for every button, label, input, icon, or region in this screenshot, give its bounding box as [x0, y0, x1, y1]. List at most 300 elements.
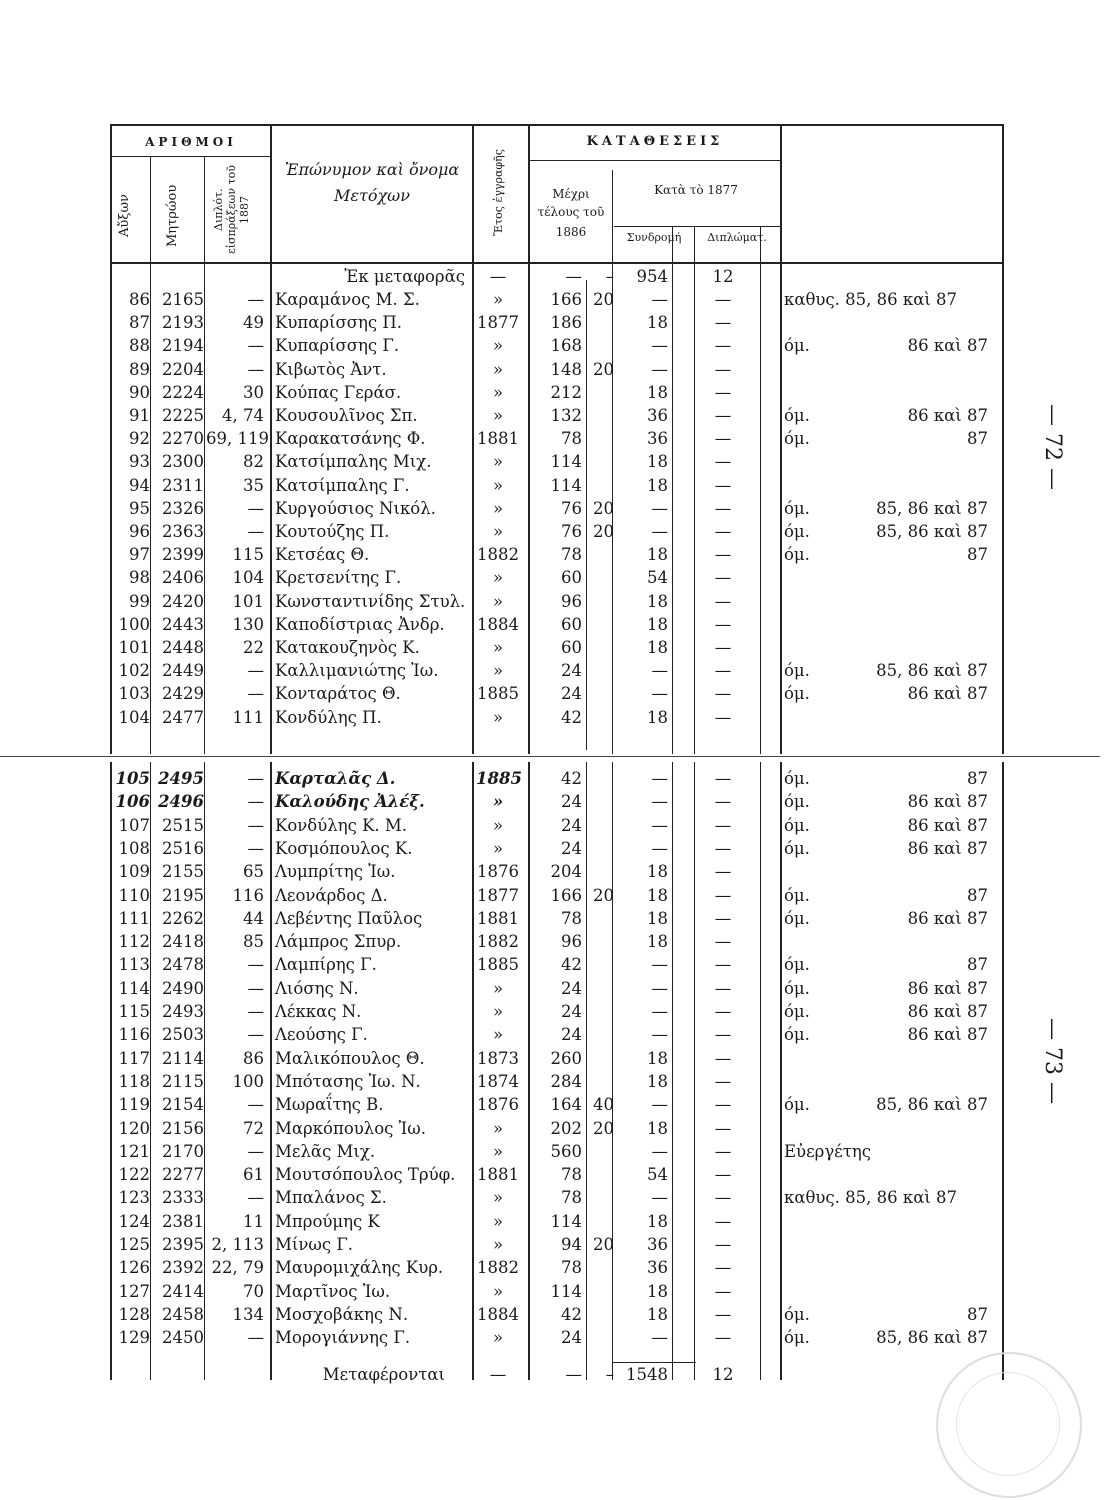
header-mexri-3: 1886 — [555, 225, 587, 239]
cell-sub: 18 — [647, 638, 668, 657]
cell-idx: 125 — [118, 1235, 150, 1254]
cell-dep: 78 — [561, 908, 582, 928]
cell-note: όμ. — [784, 336, 810, 356]
cell-name: Κατσίμπαλης Μιχ. — [275, 452, 432, 472]
cell-note: όμ. — [784, 1025, 810, 1045]
cell-year: » — [492, 792, 504, 812]
cell-dip: — — [247, 769, 264, 788]
cell-name: Κετσέας Θ. — [275, 545, 370, 565]
table-row — [0, 978, 1104, 1000]
cell-name: Καλλιμανιώτης Ἰω. — [275, 661, 439, 681]
cell-dip: 72 — [243, 1118, 264, 1138]
cell-note-years: 86 καὶ 87 — [907, 336, 988, 356]
cell-dip: — — [247, 1025, 264, 1045]
cell-dip: 111 — [232, 707, 264, 727]
cell-dip: 115 — [232, 545, 264, 565]
cell-dipl: — — [714, 1258, 732, 1278]
cell-reg: 2381 — [162, 1211, 204, 1231]
cell-frac: 20 — [593, 522, 614, 541]
cell-name: Μπρούμης Κ — [275, 1211, 380, 1231]
cell-note: όμ. — [784, 769, 810, 788]
table-row — [0, 660, 1104, 682]
cell-idx: 126 — [118, 1258, 150, 1278]
cell-year: » — [492, 1025, 504, 1045]
table-row — [0, 1327, 1104, 1349]
cell-dipl: — — [714, 707, 732, 727]
cell-name: Καραμάνος Μ. Σ. — [275, 290, 420, 309]
cell-sub: — — [651, 336, 668, 356]
cell-year: 1877 — [477, 885, 519, 905]
cell-note: όμ. — [784, 1002, 810, 1021]
cell-dep: 114 — [550, 452, 582, 472]
cell-dep: 24 — [561, 838, 582, 858]
cell-idx: 110 — [118, 885, 150, 905]
cell-idx: 86 — [129, 290, 150, 309]
cell-note-wrap — [784, 660, 988, 682]
cell-dip: 70 — [243, 1281, 264, 1301]
cell-sub: — — [651, 1025, 668, 1045]
cell-idx: 115 — [118, 1002, 150, 1021]
page-number-top: — 72 — — [1040, 404, 1065, 490]
cell-year: 1881 — [477, 1165, 519, 1185]
cell-note: όμ. — [784, 885, 810, 905]
cell-dipl: — — [714, 406, 732, 425]
cell-frac: 40 — [593, 1095, 614, 1115]
cell-dip: — — [247, 359, 264, 379]
table-row — [0, 544, 1104, 566]
cell-name: Λαμπίρης Γ. — [275, 955, 377, 975]
table-row — [0, 908, 1104, 930]
cell-dipl: — — [714, 885, 732, 905]
cell-note-wrap — [784, 838, 988, 860]
cell-dipl: — — [714, 838, 732, 858]
cell-sub: — — [651, 661, 668, 681]
cell-name: Μίνως Γ. — [275, 1235, 354, 1254]
carry-in-frac: – — [605, 267, 614, 286]
header-name-1: Ἐπώνυμον καὶ ὄνομα — [284, 160, 460, 179]
cell-dep: 132 — [550, 406, 582, 425]
cell-note-years: 86 καὶ 87 — [907, 1002, 988, 1021]
cell-dep: 204 — [550, 862, 582, 882]
cell-year: » — [492, 978, 504, 998]
table-row — [0, 683, 1104, 705]
cell-note-wrap — [784, 1141, 988, 1163]
table-row — [0, 614, 1104, 636]
cell-sub: — — [651, 290, 668, 309]
cell-note: όμ. — [784, 1095, 810, 1115]
cell-idx: 117 — [118, 1048, 150, 1068]
cell-note-years: 85, 86 καὶ 87 — [876, 498, 988, 518]
table-row — [0, 312, 1104, 334]
table-row — [0, 335, 1104, 357]
cell-note-years: 87 — [967, 1304, 988, 1324]
cell-year: 1876 — [477, 862, 519, 882]
cell-dip: — — [247, 838, 264, 858]
cell-name: Καρταλᾶς Δ. — [275, 769, 396, 788]
cell-frac: 20 — [593, 498, 614, 518]
table-row — [0, 1048, 1104, 1070]
cell-sub: — — [651, 955, 668, 975]
cell-name: Λέκκας Ν. — [275, 1002, 362, 1021]
table-row — [0, 1257, 1104, 1279]
carry-out-dep: — — [565, 1365, 582, 1384]
cell-note: όμ. — [784, 498, 810, 518]
cell-dip: — — [247, 1188, 264, 1208]
cell-dep: 96 — [561, 591, 582, 611]
cell-idx: 119 — [118, 1095, 150, 1115]
cell-name: Μοσχοβάκης Ν. — [275, 1304, 409, 1324]
cell-name: Μαυρομιχάλης Κυρ. — [275, 1258, 444, 1278]
cell-note-years: 85, 86 καὶ 87 — [876, 661, 988, 681]
table-row — [0, 791, 1104, 813]
cell-year: 1881 — [477, 908, 519, 928]
cell-year: 1882 — [477, 932, 519, 952]
table-row — [0, 861, 1104, 883]
table-row — [0, 289, 1104, 311]
carry-in-dipl: 12 — [712, 267, 734, 286]
cell-reg: 2193 — [162, 313, 204, 333]
cell-dipl: — — [714, 1281, 732, 1301]
carry-out-year: — — [489, 1365, 507, 1384]
cell-dip: 11 — [243, 1211, 264, 1231]
cell-note: όμ. — [784, 1304, 810, 1324]
cell-sub: — — [651, 1141, 668, 1161]
cell-sub: 36 — [647, 1258, 668, 1278]
cell-note-wrap — [784, 978, 988, 1000]
cell-dep: 24 — [561, 1002, 582, 1021]
cell-dep: 168 — [550, 336, 582, 356]
cell-note: όμ. — [784, 545, 810, 565]
cell-dip: — — [247, 792, 264, 812]
header-mexri-2: τέλους τοῦ — [537, 205, 605, 219]
cell-note-wrap — [784, 1327, 988, 1349]
cell-note-wrap — [784, 815, 988, 837]
cell-reg: 2493 — [162, 1002, 204, 1021]
cell-dep: 148 — [550, 359, 582, 379]
cell-dep: 202 — [550, 1118, 582, 1138]
cell-sub: 18 — [647, 545, 668, 565]
cell-sub: 18 — [647, 862, 668, 882]
cell-dipl: — — [714, 1188, 732, 1208]
cell-dipl: — — [714, 1071, 732, 1091]
cell-dep: 42 — [561, 1304, 582, 1324]
cell-reg: 2496 — [158, 792, 204, 812]
cell-note-years: 85, 86 καὶ 87 — [876, 1328, 988, 1348]
cell-dipl: — — [714, 661, 732, 681]
table-row — [0, 1141, 1104, 1163]
cell-note: όμ. — [784, 908, 810, 928]
cell-idx: 122 — [118, 1165, 150, 1185]
cell-dep: 96 — [561, 932, 582, 952]
cell-dipl: — — [714, 1002, 732, 1021]
cell-reg: 2326 — [162, 498, 204, 518]
cell-sub: — — [651, 522, 668, 541]
table-row — [0, 1211, 1104, 1233]
cell-name: Μαρκόπουλος Ἰω. — [275, 1118, 426, 1138]
cell-idx: 106 — [115, 792, 150, 812]
cell-idx: 101 — [118, 638, 150, 657]
header-mitroou: Μητρώου — [165, 184, 180, 248]
cell-dipl: — — [714, 978, 732, 998]
cell-sub: 36 — [647, 406, 668, 425]
header-katatheseis: ΚΑΤΑΘΕΣΕΙΣ — [586, 134, 724, 149]
cell-note: όμ. — [784, 978, 810, 998]
cell-year: » — [492, 336, 504, 356]
cell-reg: 2495 — [158, 769, 204, 788]
cell-reg: 2490 — [162, 978, 204, 998]
cell-reg: 2418 — [162, 932, 204, 952]
cell-dipl: — — [714, 955, 732, 975]
cell-sub: — — [651, 1002, 668, 1021]
cell-reg: 2414 — [162, 1281, 204, 1301]
cell-reg: 2516 — [162, 838, 204, 858]
cell-reg: 2503 — [162, 1025, 204, 1045]
cell-note-wrap — [784, 908, 988, 930]
cell-idx: 104 — [118, 707, 150, 727]
cell-dip: 116 — [232, 885, 264, 905]
cell-dep: 166 — [550, 290, 582, 309]
cell-name: Κυργούσιος Νικόλ. — [275, 498, 436, 518]
cell-note-wrap — [784, 544, 988, 566]
cell-name: Καλούδης Ἀλέξ. — [275, 792, 425, 812]
cell-year: » — [492, 591, 504, 611]
cell-reg: 2399 — [162, 545, 204, 565]
cell-dep: 60 — [561, 614, 582, 634]
cell-sub: 18 — [647, 885, 668, 905]
table-row — [0, 428, 1104, 450]
cell-dipl: — — [714, 545, 732, 565]
cell-note: καθυς. 85, 86 καὶ 87 — [784, 1188, 958, 1208]
cell-dip: — — [247, 1002, 264, 1021]
cell-year: » — [492, 1328, 504, 1348]
cell-reg: 2448 — [162, 638, 204, 657]
cell-sub: 18 — [647, 475, 668, 495]
cell-year: 1884 — [477, 1304, 519, 1324]
cell-note-wrap — [784, 498, 988, 520]
cell-dep: 76 — [561, 522, 582, 541]
table-row — [0, 1281, 1104, 1303]
cell-dip: 100 — [232, 1071, 264, 1091]
cell-dipl: — — [714, 1095, 732, 1115]
cell-dip: 30 — [243, 382, 264, 402]
cell-year: » — [492, 707, 504, 727]
cell-reg: 2114 — [162, 1048, 204, 1068]
cell-dipl: — — [714, 815, 732, 835]
cell-dep: 114 — [550, 1281, 582, 1301]
cell-dep: 94 — [561, 1235, 582, 1254]
cell-note-wrap — [784, 768, 988, 790]
carry-out-dipl: 12 — [712, 1365, 734, 1384]
cell-dipl: — — [714, 591, 732, 611]
cell-dip: 85 — [243, 932, 264, 952]
cell-note: όμ. — [784, 838, 810, 858]
cell-note-years: 87 — [967, 955, 988, 975]
cell-sub: 18 — [647, 932, 668, 952]
cell-sub: — — [651, 359, 668, 379]
cell-note-years: 87 — [967, 769, 988, 788]
cell-reg: 2429 — [162, 684, 204, 704]
cell-dipl: — — [714, 908, 732, 928]
cell-note: όμ. — [784, 792, 810, 812]
cell-note-years: 87 — [967, 429, 988, 449]
cell-name: Κιβωτὸς Ἀντ. — [275, 359, 387, 379]
cell-reg: 2406 — [162, 568, 204, 588]
cell-reg: 2262 — [162, 908, 204, 928]
table-row — [0, 768, 1104, 790]
cell-dep: 60 — [561, 568, 582, 588]
cell-note-wrap — [784, 1094, 988, 1116]
cell-name: Μαλικόπουλος Θ. — [275, 1048, 425, 1068]
cell-sub: — — [651, 792, 668, 812]
cell-dip: 2, 113 — [211, 1235, 264, 1254]
cell-idx: 105 — [115, 769, 150, 788]
table-row — [0, 1118, 1104, 1140]
cell-dipl: — — [714, 429, 732, 449]
cell-note-wrap — [784, 289, 988, 311]
cell-year: » — [492, 838, 504, 858]
cell-reg: 2156 — [162, 1118, 204, 1138]
cell-dep: 114 — [550, 1211, 582, 1231]
cell-dip: 35 — [243, 475, 264, 495]
cell-note-wrap — [784, 1024, 988, 1046]
cell-note: όμ. — [784, 522, 810, 541]
cell-idx: 113 — [118, 955, 150, 975]
table-row — [0, 1094, 1104, 1116]
cell-year: » — [492, 522, 504, 541]
cell-year: » — [492, 1141, 504, 1161]
cell-dipl: — — [714, 769, 732, 788]
cell-year: » — [492, 1235, 504, 1254]
cell-reg: 2300 — [162, 452, 204, 472]
cell-dip: — — [247, 1095, 264, 1115]
cell-sub: — — [651, 1095, 668, 1115]
carry-out-sub: 1548 — [626, 1365, 668, 1384]
cell-year: » — [492, 661, 504, 681]
cell-idx: 100 — [118, 614, 150, 634]
cell-reg: 2449 — [162, 661, 204, 681]
header-syndromi: Συνδρομή — [626, 231, 682, 244]
cell-idx: 129 — [118, 1328, 150, 1348]
cell-sub: — — [651, 1188, 668, 1208]
carry-in-label: Ἐκ μεταφορᾶς — [344, 267, 465, 286]
cell-reg: 2363 — [162, 522, 204, 541]
cell-year: » — [492, 1281, 504, 1301]
carry-in-row — [0, 266, 1104, 288]
cell-note-years: 86 καὶ 87 — [907, 406, 988, 425]
cell-year: » — [492, 1188, 504, 1208]
cell-year: 1873 — [477, 1048, 519, 1068]
cell-name: Λάμπρος Σπυρ. — [275, 932, 402, 952]
cell-name: Κούπας Γεράσ. — [275, 382, 402, 402]
cell-idx: 111 — [118, 908, 150, 928]
cell-sub: 18 — [647, 382, 668, 402]
cell-dep: 24 — [561, 978, 582, 998]
cell-dep: 78 — [561, 1258, 582, 1278]
cell-name: Μπαλάνος Σ. — [275, 1188, 387, 1208]
cell-year: 1885 — [477, 684, 519, 704]
cell-reg: 2515 — [162, 815, 204, 835]
cell-name: Μουτσόπουλος Τρύφ. — [275, 1165, 456, 1185]
cell-reg: 2225 — [162, 406, 204, 425]
cell-year: 1876 — [477, 1095, 519, 1115]
cell-idx: 128 — [118, 1304, 150, 1324]
cell-dep: 78 — [561, 1165, 582, 1185]
header-diplomat: Διπλώματ. — [707, 231, 767, 244]
cell-reg: 2311 — [162, 475, 204, 495]
cell-idx: 96 — [129, 522, 150, 541]
cell-reg: 2420 — [162, 591, 204, 611]
cell-reg: 2333 — [162, 1188, 204, 1208]
cell-name: Κυπαρίσσης Π. — [275, 313, 403, 333]
cell-dipl: — — [714, 522, 732, 541]
cell-name: Καρακατσάνης Φ. — [275, 429, 426, 449]
table-row — [0, 1234, 1104, 1256]
cell-dipl: — — [714, 1118, 732, 1138]
cell-dipl: — — [714, 475, 732, 495]
cell-year: » — [492, 1002, 504, 1021]
cell-idx: 108 — [118, 838, 150, 858]
cell-note-years: 87 — [967, 545, 988, 565]
cell-dipl: — — [714, 792, 732, 812]
cell-idx: 89 — [129, 359, 150, 379]
table-row — [0, 1187, 1104, 1209]
cell-idx: 109 — [118, 862, 150, 882]
cell-note-wrap — [784, 791, 988, 813]
cell-note-years: 86 καὶ 87 — [907, 684, 988, 704]
cell-note: καθυς. 85, 86 καὶ 87 — [784, 290, 958, 309]
cell-idx: 121 — [118, 1141, 150, 1161]
cell-note-wrap — [784, 335, 988, 357]
cell-name: Κατσίμπαλης Γ. — [275, 475, 410, 495]
cell-reg: 2478 — [162, 955, 204, 975]
cell-dipl: — — [714, 684, 732, 704]
cell-sub: 18 — [647, 1281, 668, 1301]
cell-idx: 97 — [129, 545, 150, 565]
cell-name: Κονταράτος Θ. — [275, 684, 401, 704]
table-row — [0, 637, 1104, 659]
cell-sub: 18 — [647, 1071, 668, 1091]
cell-dip: — — [247, 815, 264, 835]
cell-note: όμ. — [784, 429, 810, 449]
cell-dipl: — — [714, 359, 732, 379]
cell-name: Κυπαρίσσης Γ. — [275, 336, 400, 356]
cell-reg: 2155 — [162, 862, 204, 882]
cell-reg: 2224 — [162, 382, 204, 402]
cell-note: όμ. — [784, 955, 810, 975]
cell-frac: 20 — [593, 359, 614, 379]
cell-sub: 18 — [647, 1304, 668, 1324]
cell-dipl: — — [714, 1141, 732, 1161]
cell-dep: 24 — [561, 661, 582, 681]
cell-dep: 78 — [561, 429, 582, 449]
cell-note: όμ. — [784, 684, 810, 704]
cell-year: » — [492, 452, 504, 472]
cell-dep: 164 — [550, 1095, 582, 1115]
cell-dipl: — — [714, 382, 732, 402]
cell-dip: 134 — [232, 1304, 264, 1324]
cell-name: Λεούσης Γ. — [275, 1025, 368, 1045]
cell-note-years: 85, 86 καὶ 87 — [876, 1095, 988, 1115]
cell-reg: 2195 — [162, 885, 204, 905]
cell-sub: 18 — [647, 1211, 668, 1231]
cell-idx: 91 — [129, 406, 150, 425]
carry-in-sub: 954 — [636, 267, 668, 286]
cell-dep: 24 — [561, 1025, 582, 1045]
cell-idx: 93 — [129, 452, 150, 472]
cell-note-years: 87 — [967, 885, 988, 905]
cell-note-wrap — [784, 1187, 988, 1209]
cell-idx: 94 — [129, 475, 150, 495]
